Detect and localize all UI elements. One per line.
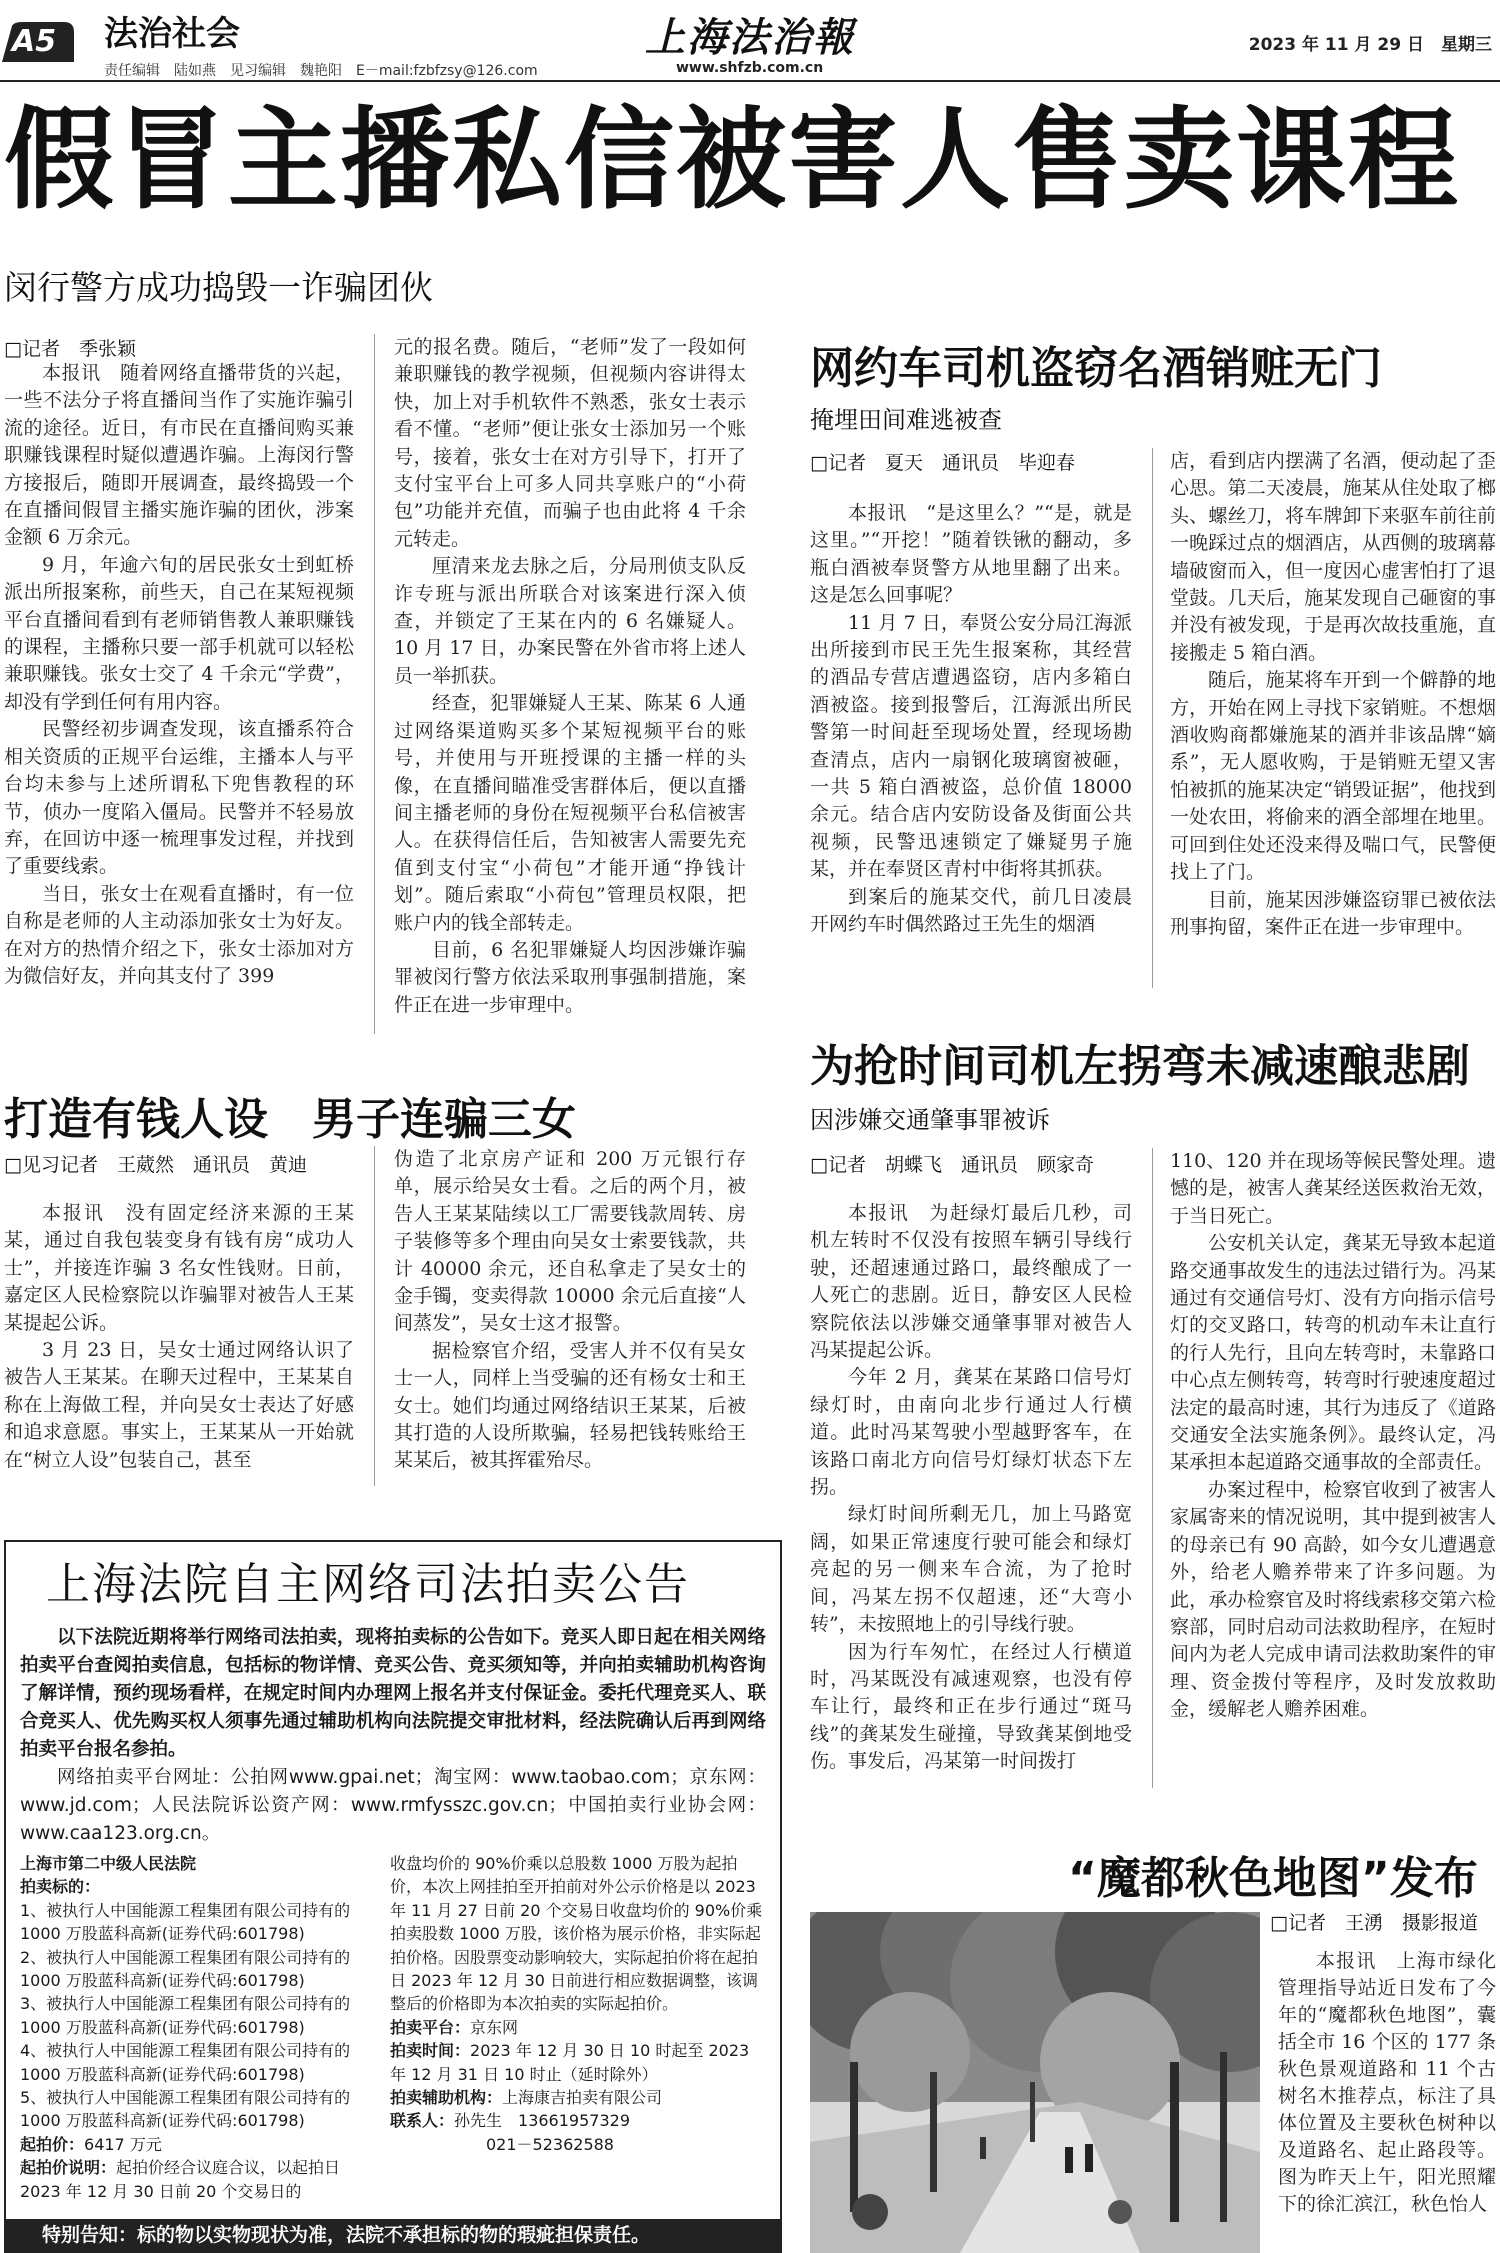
rich-paragraph: 据检察官介绍，受害人并不仅有吴女士一人，同样上当受骗的还有杨女士和王女士。她们均通过网络结识王某某，后被其打造的人设所欺骗，轻易把钱转账给王某某后，被其挥霍殆尽。 <box>394 1339 746 1472</box>
price-note-a: 起拍价经合议庭合议，以起拍日 2023 年 12 月 30 日前 20 个交易日的 <box>20 2158 341 2201</box>
agency: 上海康吉拍卖有限公司 <box>502 2088 663 2108</box>
auction-right-column <box>390 1852 764 2156</box>
rich-byline: □见习记者 王葳然 通讯员 黄迪 <box>4 1154 307 1176</box>
rich-column-2 <box>394 1146 746 1475</box>
column-divider <box>374 1146 375 1486</box>
autumn-paragraph: 本报讯 上海市绿化管理指导站近日发布了今年的“魔都秋色地图”，囊括全市 16 个区的 177 条秋色景观道路和 11 个古树名木推荐点，标注了具体位置及主要秋色树种以及道路名、起止路段等。图为昨天上午，阳光照耀下的徐汇滨江，秋色怡人 <box>1278 1950 1496 2215</box>
autumn-photo-image <box>810 1912 1260 2253</box>
auction-time-row <box>390 2039 764 2086</box>
lead-headline: 假冒主播私信被害人售卖课程 <box>4 96 1460 224</box>
lead-paragraph: 9 月，年逾六旬的居民张女士到虹桥派出所报案称，前些天，自己在某短视频平台直播间看到有老师销售教人兼职赚钱的课程，主播称只要一部手机就可以轻松兼职赚钱。张女士交了 4 千余元“学费”，却没有学到任何有用内容。 <box>4 553 354 713</box>
section-name: 法治社会 <box>104 14 240 54</box>
auction-title: 上海法院自主网络司法拍卖公告 <box>46 1559 690 1610</box>
traffic-column-1 <box>810 1200 1132 1776</box>
platform: 京东网 <box>470 2017 519 2037</box>
price-note-b: 收盘均价的 90%价乘以总股数 1000 万股为起拍价，本次上网挂拍至开拍前对外公示价格是以 2023 年 11 月 27 日前 20 个交易日收盘均价的 90%价乘拍卖股数 1000 万股，该价格为展示价格，非实际起拍价格。因股票变动影响较大，实际起拍价将在起拍日 2023 年 12 月 30 日前进行相应数据调整，该调整后的价格即为本次拍卖的实际起拍价。 <box>390 1854 763 2014</box>
rich-paragraph: 3 月 23 日，吴女士通过网络认识了被告人王某某。在聊天过程中，王某某自称在上海做工程，并向吴女士表达了好感和追求意愿。事实上，王某某从一开始就在“树立人设”包装自己，甚至 <box>4 1339 354 1471</box>
lead-paragraph: 元的报名费。随后，“老师”发了一段如何兼职赚钱的教学视频，但视频内容讲得太快，加上对手机软件不熟悉，张女士表示看不懂。“老师”便让张女士添加另一个账号，接着，张女士在对方引导下，打开了支付宝平台上可多人同共享账户的“小荷包”功能并充值，而骗子也由此将 4 千余元转走。 <box>394 336 746 550</box>
auction-item: 1、被执行人中国能源工程集团有限公司持有的 1000 万股蓝科高新(证券代码:601798) <box>20 1900 351 1944</box>
column-divider <box>1152 448 1153 988</box>
traffic-subhead: 因涉嫌交通肇事罪被诉 <box>810 1106 1050 1134</box>
traffic-headline: 为抢时间司机左拐弯未减速酿悲剧 <box>810 1041 1470 1092</box>
auction-item: 2、被执行人中国能源工程集团有限公司持有的 1000 万股蓝科高新(证券代码:601798) <box>20 1947 351 1991</box>
wine-headline: 网约车司机盗窃名酒销赃无门 <box>810 343 1382 394</box>
lead-paragraph: 目前，6 名犯罪嫌疑人均因涉嫌诈骗罪被闵行警方依法采取刑事强制措施，案件正在进一步审理中。 <box>394 938 746 1016</box>
contact: 孙先生 13661957329 <box>454 2111 630 2131</box>
traffic-column-2 <box>1170 1148 1496 1724</box>
auction-intro-text: 以下法院近期将举行网络司法拍卖，现将拍卖标的公告如下。竞买人即日起在相关网络拍卖平台查阅拍卖信息，包括标的物详情、竞买公告、竞买须知等，并向拍卖辅助机构咨询了解详情，预约现场看样，在规定时间内办理网上报名并支付保证金。委托代理竞买人、联合竞买人、优先购买权人须事先通过辅助机构向法院提交审批材料，经法院确认后再到网络拍卖平台报名参拍。 <box>20 1627 766 1760</box>
auction-price-note-row <box>20 2156 368 2203</box>
lead-column-1 <box>4 360 354 990</box>
editors-line: 责任编辑 陆如燕 见习编辑 魏艳阳 E－mail:fzbfzsy@126.com <box>104 63 538 79</box>
column-divider <box>1152 1148 1153 1788</box>
traffic-paragraph: 办案过程中，检察官收到了被害人家属寄来的情况说明，其中提到被害人的母亲已有 90 高龄，如今女儿遭遇意外，给老人赡养带来了许多问题。为此，承办检察官及时将线索移交第六检察部，同时启动司法救助程序，在短时间内为老人完成申请司法救助案件的审理、资金拨付等程序，及时发放救助金，缓解老人赡养困难。 <box>1170 1478 1496 1721</box>
lead-paragraph: 厘清来龙去脉之后，分局刑侦支队反诈专班与派出所联合对该案进行深入侦查，并锁定了王某在内的 6 名嫌疑人。10 月 17 日，办案民警在外省市将上述人员一举抓获。 <box>394 555 746 687</box>
auction-left-column <box>20 1852 368 2203</box>
rich-paragraph: 本报讯 没有固定经济来源的王某某，通过自我包装变身有钱有房“成功人士”，并接连诈骗 3 名女性钱财。日前，嘉定区人民检察院以诈骗罪对被告人王某某提起公诉。 <box>4 1202 354 1334</box>
wine-column-1 <box>810 500 1132 939</box>
auction-contact-row <box>390 2109 764 2132</box>
column-divider <box>374 334 375 1034</box>
wine-paragraph: 随后，施某将车开到一个僻静的地方，开始在网上寻找下家销赃。不想烟酒收购商都嫌施某的酒并非该品牌“嫡系”，无人愿收购，于是销赃无望又害怕被抓的施某决定“销毁证据”，他找到一处农田，将偷来的酒全部埋在地里。可回到住处还没来得及喘口气，民警便找上了门。 <box>1170 669 1496 884</box>
auction-item: 4、被执行人中国能源工程集团有限公司持有的 1000 万股蓝科高新(证券代码:601798) <box>20 2041 351 2084</box>
wine-subhead: 掩埋田间难逃被查 <box>810 406 1002 434</box>
start-price-label: 起拍价： <box>20 2134 85 2154</box>
lead-paragraph: 当日，张女士在观看直播时，有一位自称是老师的人主动添加张女士为好友。在对方的热情介绍之下，张女士添加对方为微信好友，并向其支付了 399 <box>4 882 354 987</box>
rich-paragraph: 伪造了北京房产证和 200 万元银行存单，展示给吴女士看。之后的两个月，被告人王某某陆续以工厂需要钱款周转、房子装修等多个理由向吴女士索要钱款，共计 40000 余元，还自私拿走了吴女士的金手镯，变卖得款 10000 余元后直接“人间蒸发”，吴女士这才报警。 <box>394 1148 746 1335</box>
auction-agency-row <box>390 2086 764 2109</box>
price-note-label: 起拍价说明： <box>20 2158 117 2178</box>
start-price: 6417 万元 <box>84 2134 162 2154</box>
traffic-paragraph: 110、120 并在现场等候民警处理。遗憾的是，被害人龚某经送医救治无效，于当日死亡。 <box>1170 1150 1496 1227</box>
lead-paragraph: 经查，犯罪嫌疑人王某、陈某 6 人通过网络渠道购买多个某短视频平台的账号，并使用与开班授课的主播一样的头像，在直播间瞄准受害群体后，便以直播间主播老师的身份在短视频平台私信被害人。在获得信任后，告知被害人需要先充值到支付宝“小荷包”才能开通“挣钱计划”。随后索取“小荷包”管理员权限，把账户内的钱全部转走。 <box>394 692 746 934</box>
autumn-photo <box>810 1912 1260 2253</box>
lead-column-2 <box>394 334 746 1019</box>
autumn-byline: □记者 王湧 摄影报道 <box>1270 1912 1478 1934</box>
auction-platforms: 网络拍卖平台网址：公拍网www.gpai.net；淘宝网：www.taobao.com；京东网：www.jd.com；人民法院诉讼资产网：www.rmfysszc.gov.cn；中国拍卖行业协会网：www.caa123.org.cn。 <box>20 1767 766 1844</box>
platform-label: 拍卖平台： <box>390 2017 471 2037</box>
traffic-paragraph: 绿灯时间所剩无几，加上马路宽阔，如果正常速度行驶可能会和绿灯亮起的另一侧来车合流，为了抢时间，冯某左拐不仅超速，还“大弯小转”，未按照地上的引导线行驶。 <box>810 1503 1132 1636</box>
contact-label: 联系人： <box>390 2111 455 2131</box>
autumn-headline: “魔都秋色地图”发布 <box>1068 1853 1478 1904</box>
rich-headline: 打造有钱人设 男子连骗三女 <box>4 1094 576 1145</box>
auction-notice <box>4 1540 782 2253</box>
wine-column-2 <box>1170 448 1496 941</box>
auction-phone2: 021－52362588 <box>486 2134 614 2154</box>
traffic-paragraph: 本报讯 为赶绿灯最后几秒，司机左转时不仅没有按照车辆引导线行驶，还超速通过路口，最终酿成了一人死亡的悲剧。近日，静安区人民检察院依法以涉嫌交通肇事罪对被告人冯某提起公诉。 <box>810 1202 1132 1362</box>
rich-column-1 <box>4 1200 354 1474</box>
wine-paragraph: 11 月 7 日，奉贤公安分局江海派出所接到市民王先生报案称，其经营的酒品专营店遭遇盗窃，店内多箱白酒被盗。接到报警后，江海派出所民警第一时间赶至现场处置，经现场勘查清点，店内一扇钢化玻璃窗被砸，一共 5 箱白酒被盗，总价值 18000 余元。结合店内安防设备及街面公共视频，民警迅速锁定了嫌疑男子施某，并在奉贤区青村中街将其抓获。 <box>810 611 1132 881</box>
wine-paragraph: 目前，施某因涉嫌盗窃罪已被依法刑事拘留，案件正在进一步审理中。 <box>1170 888 1496 938</box>
lead-paragraph: 民警经初步调查发现，该直播系符合相关资质的正规平台运维，主播本人与平台均未参与上述所谓私下兜售教程的环节，侦办一度陷入僵局。民警并不轻易放弃，在回访中逐一梳理事发过程，并找到了重要线索。 <box>4 718 354 878</box>
auction-item: 5、被执行人中国能源工程集团有限公司持有的 1000 万股蓝科高新(证券代码:601798) <box>20 2088 351 2131</box>
paper-name: 上海法治報 <box>645 14 855 61</box>
agency-label: 拍卖辅助机构： <box>390 2088 503 2108</box>
traffic-paragraph: 因为行车匆忙，在经过人行横道时，冯某既没有减速观察，也没有停车让行，最终和正在步行通过“斑马线”的龚某发生碰撞，导致龚某倒地受伤。事发后，冯某第一时间拨打 <box>810 1640 1132 1773</box>
lead-paragraph: 本报讯 随着网络直播带货的兴起，一些不法分子将直播间当作了实施诈骗引流的途径。近日，有市民在直播间购买兼职赚钱课程时疑似遭遇诈骗。上海闵行警方接报后，随即开展调查，最终捣毁一个在直播间假冒主播实施诈骗的团伙，涉案金额 6 万余元。 <box>4 362 354 549</box>
page-number-badge <box>2 22 82 62</box>
lead-subhead: 闵行警方成功捣毁一诈骗团伙 <box>4 268 433 307</box>
masthead <box>0 0 1500 79</box>
masthead-rule <box>0 80 1500 82</box>
wine-byline: □记者 夏天 通讯员 毕迎春 <box>810 452 1075 474</box>
website: www.shfzb.com.cn <box>676 60 824 76</box>
wine-paragraph: 到案后的施某交代，前几日凌晨开网约车时偶然路过王先生的烟酒 <box>810 885 1132 936</box>
traffic-paragraph: 今年 2 月，龚某在某路口信号灯绿灯时，由南向北步行通过人行横道。此时冯某驾驶小型越野客车，在该路口南北方向信号灯绿灯状态下左拐。 <box>810 1366 1132 1499</box>
auction-intro <box>20 1624 766 1848</box>
issue-date: 2023 年 11 月 29 日 星期三 <box>1248 35 1492 55</box>
time-label: 拍卖时间： <box>390 2041 471 2061</box>
traffic-byline: □记者 胡蝶飞 通讯员 顾家奇 <box>810 1154 1094 1176</box>
auction-platform-row <box>390 2016 764 2039</box>
auction-court: 上海市第二中级人民法院 <box>20 1854 197 1873</box>
auction-start-price-row <box>20 2133 368 2156</box>
lead-byline: □记者 季张颖 <box>4 338 136 360</box>
auction-time: 2023 年 12 月 30 日 10 时起至 2023 年 12 月 31 日 10 时止（延时除外） <box>390 2041 750 2084</box>
auction-footer: 特别告知：标的物以实物现状为准，法院不承担标的物的瑕疵担保责任。 <box>6 2219 780 2251</box>
traffic-paragraph: 公安机关认定，龚某无导致本起道路交通事故发生的违法过错行为。冯某通过有交通信号灯、没有方向指示信号灯的交叉路口，转弯的机动车未让直行的行人先行，且向左转弯时，未靠路口中心点左侧转弯，转弯时行驶速度超过法定的最高时速，其行为违反了《道路交通安全法实施条例》。最终认定，冯某承担本起道路交通事故的全部责任。 <box>1170 1232 1496 1474</box>
auction-item: 3、被执行人中国能源工程集团有限公司持有的 1000 万股蓝科高新(证券代码:601798) <box>20 1994 351 2037</box>
autumn-body <box>1278 1948 1496 2218</box>
auction-subject-label: 拍卖标的： <box>20 1877 101 1897</box>
page-number: A5 <box>12 24 57 59</box>
wine-paragraph: 店，看到店内摆满了名酒，便动起了歪心思。第二天凌晨，施某从住处取了榔头、螺丝刀，将车牌卸下来驱车前往前一晚踩过点的烟酒店，从西侧的玻璃幕墙破窗而入，但一度因心虚害怕打了退堂鼓。几天后，施某发现自己砸窗的事并没有被发现，于是再次故技重施，直接搬走 5 箱白酒。 <box>1170 450 1496 664</box>
wine-paragraph: 本报讯 “是这里么？”“是，就是这里。”“开挖！”随着铁锹的翻动，多瓶白酒被奉贤警方从地里翻了出来。这是怎么回事呢？ <box>810 502 1132 607</box>
